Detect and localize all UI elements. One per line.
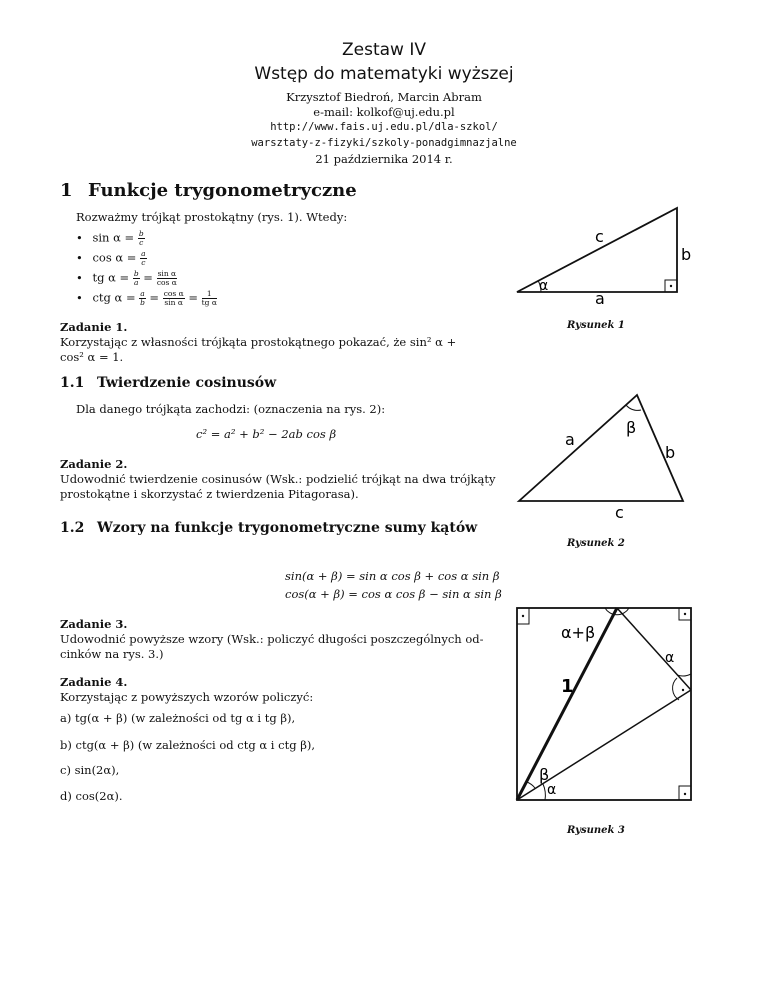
- doc-title: Zestaw IV: [342, 40, 426, 60]
- fig3-arc-alpha: [543, 784, 545, 800]
- url-line-2: warsztaty-z-fizyki/szkoly-ponadgimnazjalne: [251, 137, 517, 149]
- doc-subtitle: Wstęp do matematyki wyższej: [254, 64, 514, 84]
- fig3-arc-mid: [673, 678, 679, 700]
- task3-line2: cinków na rys. 3.): [60, 647, 164, 661]
- fig1-label-c: c: [595, 227, 604, 246]
- fig3-arc-right: [677, 674, 691, 676]
- fig1-label-b: b: [681, 245, 692, 264]
- fig2-label-a: a: [565, 430, 575, 449]
- task4-item-d: d) cos(2α).: [60, 789, 123, 803]
- task4-item-b: b) ctg(α + β) (w zależności od ctg α i ctg β),: [60, 738, 316, 752]
- fig3-label-alpha-right: α: [665, 650, 675, 666]
- fig3-label-alpha-bottom: α: [547, 782, 557, 798]
- formula-tg: • tg α = $\frac{b}{a}$ = $\frac{\text{sin α}}{\text{cos α}}$: [76, 270, 177, 287]
- url-line-1: http://www.fais.uj.edu.pl/dla-szkol/: [270, 121, 498, 133]
- task1-title: Zadanie 1.: [60, 320, 128, 334]
- task2-title: Zadanie 2.: [60, 457, 128, 471]
- fig1-right-dot: [670, 285, 672, 287]
- fig3-dot-mid: [682, 689, 684, 691]
- task4-item-c: c) sin(2α),: [60, 763, 120, 777]
- fig2-label-c: c: [615, 503, 624, 522]
- sum-formula-sin: sin(α + β) = sin α cos β + cos α sin β: [285, 569, 500, 583]
- fig3-label-sum: α+β: [561, 623, 596, 642]
- fig3-arc-beta: [527, 782, 535, 788]
- fig1-caption: Rysunek 1: [567, 320, 625, 331]
- figure-1: [505, 200, 705, 310]
- section-title: Funkcje trygonometryczne: [88, 180, 357, 201]
- fig1-label-alpha: α: [539, 278, 549, 294]
- formula-ctg: • ctg α = $\frac{a}{b}$ = $\frac{\text{cos α}}{\text{sin α}}$ = $\frac{1}{\text{tg α}}$: [76, 290, 217, 307]
- authors: Krzysztof Biedroń, Marcin Abram: [286, 90, 482, 104]
- task4-intro: Korzystając z powyższych wzorów policzyć:: [60, 690, 314, 704]
- task4-item-a: a) tg(α + β) (w zależności od tg α i tg β),: [60, 711, 296, 725]
- subsection-title: Twierdzenie cosinusów: [97, 375, 277, 391]
- section-intro: Rozważmy trójkąt prostokątny (rys. 1). Wtedy:: [76, 210, 348, 224]
- figure-2: [505, 385, 705, 525]
- formula-sin: • sin α = $\frac{b}{c}$: [76, 230, 145, 247]
- subsection2-number: 1.2: [60, 520, 85, 536]
- fig3-label-one: 1: [561, 676, 574, 697]
- subsection2-title: Wzory na funkcje trygonometryczne sumy kątów: [97, 520, 478, 536]
- subsection-intro: Dla danego trójkąta zachodzi: (oznaczenia na rys. 2):: [76, 402, 386, 416]
- fig3-label-beta: β: [539, 765, 550, 784]
- formula-cos: • cos α = $\frac{a}{c}$: [76, 250, 147, 267]
- task1-line1: Korzystając z własności trójkąta prostokątnego pokazać, że sin² α +: [60, 335, 457, 349]
- task3-line1: Udowodnić powyższe wzory (Wsk.: policzyć długości poszczególnych od-: [60, 632, 484, 646]
- figure-3: [505, 600, 705, 810]
- fig2-label-beta: β: [626, 418, 637, 437]
- task2-line2: prostokątne i skorzystać z twierdzenia Pitagorasa).: [60, 487, 359, 501]
- date: 21 października 2014 r.: [315, 152, 453, 166]
- subsection-number: 1.1: [60, 375, 85, 391]
- task3-title: Zadanie 3.: [60, 617, 128, 631]
- fig2-caption: Rysunek 2: [567, 538, 625, 549]
- cosine-law: c² = a² + b² − 2ab cos β: [196, 427, 337, 441]
- task1-line2: cos² α = 1.: [60, 350, 124, 364]
- fig3-dot-tl: [522, 615, 524, 617]
- fig3-caption: Rysunek 3: [567, 825, 625, 836]
- fig3-dot-tr: [684, 613, 686, 615]
- fig1-label-a: a: [595, 289, 605, 308]
- section-number: 1: [60, 180, 73, 201]
- fig2-triangle: [519, 395, 683, 501]
- fig3-dot-br: [684, 793, 686, 795]
- task4-title: Zadanie 4.: [60, 675, 128, 689]
- task2-line1: Udowodnić twierdzenie cosinusów (Wsk.: podzielić trójkąt na dwa trójkąty: [60, 472, 496, 486]
- fig2-label-b: b: [665, 443, 676, 462]
- fig2-angle-arc: [626, 405, 641, 410]
- email: e-mail: kolkof@uj.edu.pl: [313, 105, 455, 119]
- sum-formula-cos: cos(α + β) = cos α cos β − sin α sin β: [285, 587, 502, 601]
